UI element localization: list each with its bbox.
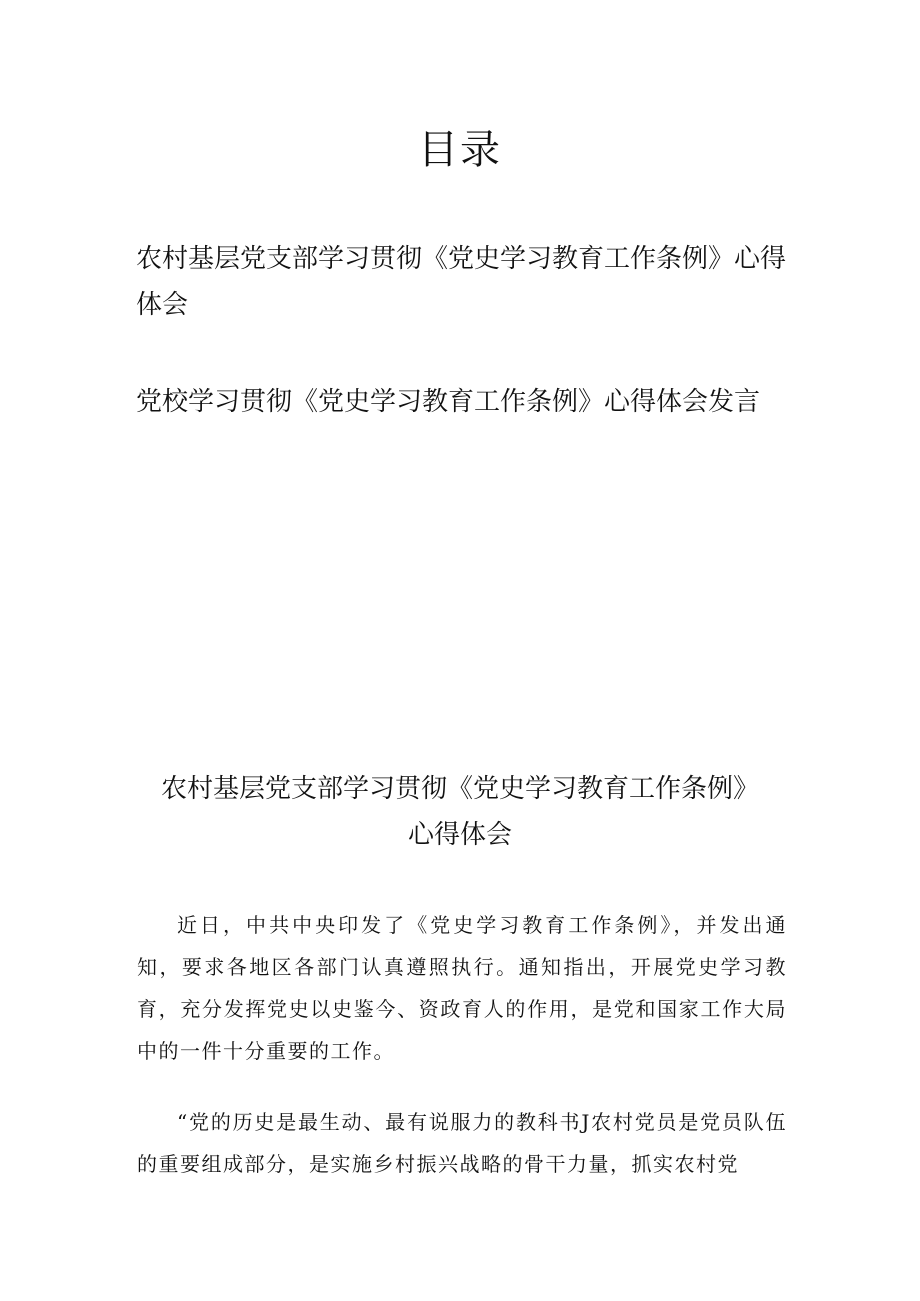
article-paragraph: 近日，中共中央印发了《党史学习教育工作条例》，并发出通知，要求各地区各部门认真遵照执行。通知指出，开展党史学习教育，充分发挥党史以史鉴今、资政育人的作用，是党和国家工作大局中的一件十分重要的工作。 (137, 913, 787, 1063)
toc-item[interactable]: 党校学习贯彻《党史学习教育工作条例》心得体会发言 (136, 387, 761, 417)
article-paragraph: “党的历史是最生动、最有说服力的教科书J农村党员是党员队伍的重要组成部分，是实施乡村振兴战略的骨干力量，抓实农村党 (137, 1110, 787, 1176)
toc-item[interactable]: 农村基层党支部学习贯彻《党史学习教育工作条例》心得体会 (136, 244, 787, 320)
toc-title: 目录 (418, 127, 502, 173)
article-title: 农村基层党支部学习贯彻《党史学习教育工作条例》心得体会 (160, 774, 759, 850)
